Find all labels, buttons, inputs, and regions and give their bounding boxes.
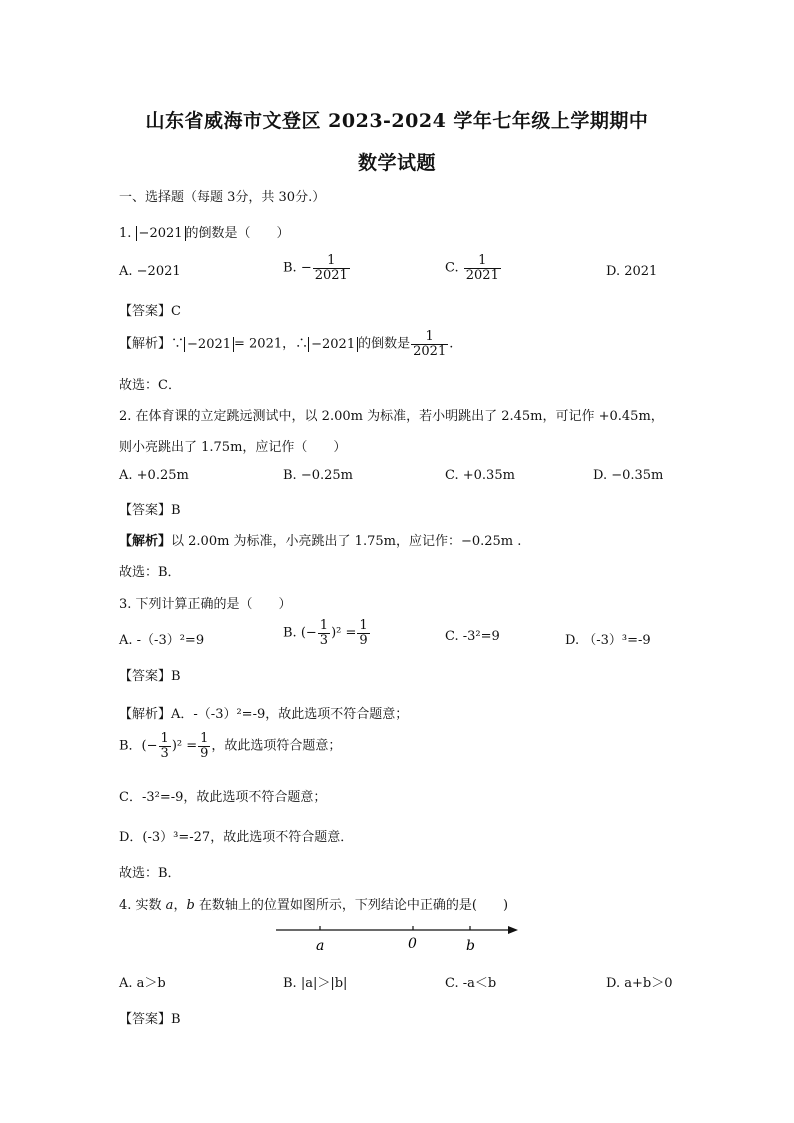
q4-stem-pre: 4. 实数: [119, 898, 166, 913]
q1-stem: [119, 222, 290, 241]
q1-option-c: [445, 254, 502, 282]
label-b: b: [466, 938, 475, 954]
label-a: a: [316, 938, 325, 954]
q3-exp-b-frac: [159, 732, 171, 760]
q1-explanation: [119, 330, 453, 358]
q1-exp-end: .: [449, 336, 454, 352]
q4-stem-sep: ，: [173, 898, 187, 913]
q2-exp-label: 【解析】: [119, 534, 172, 549]
doc-title-line2: 数学试题: [357, 152, 436, 174]
q1-option-d: D. 2021: [606, 264, 658, 279]
q1-answer: 【答案】C: [119, 304, 181, 319]
q4-answer: 【答案】B: [119, 1012, 181, 1027]
q1-option-c-num: 1: [464, 254, 501, 269]
q3-option-b-rden: 9: [359, 632, 368, 648]
q3-exp-d: D．(-3）³=-27，故此选项不符合题意．: [119, 830, 354, 845]
q1-exp-den: 2021: [413, 343, 447, 359]
q3-exp-b-label: B．(−: [119, 738, 158, 754]
q2-answer: 【答案】B: [119, 503, 181, 518]
q2-choose: 故选：B．: [119, 565, 181, 580]
q1-option-c-label: C.: [445, 260, 463, 276]
q3-option-b-rnum: 1: [359, 618, 368, 633]
q1-exp-frac: [411, 330, 448, 358]
q1-option-b-label: B. −: [283, 260, 312, 276]
q1-exp-part2: = 2021，∴: [234, 336, 309, 352]
q1-option-b-frac: [313, 254, 350, 282]
label-zero: 0: [408, 936, 417, 952]
q1-exp-num: 1: [411, 330, 448, 345]
q4-number-line: [270, 920, 530, 960]
q2-option-c: C. +0.35m: [445, 468, 515, 483]
q2-stem-line1: 2. 在体育课的立定跳远测试中，以 2.00m 为标准，若小明跳出了 2.45m，可记作 +0.45m，: [119, 409, 664, 424]
q3-option-b-label: B. (−: [283, 625, 317, 641]
q3-option-b-frac: [318, 619, 330, 647]
q3-exp-label: 【解析】: [119, 707, 172, 722]
number-line-arrow-icon: [508, 926, 518, 934]
q2-stem-line2: 则小亮跳出了 1.75m，应记作（ ）: [119, 440, 347, 455]
q4-option-d: D. a+b＞0: [606, 976, 673, 991]
q2-explanation: [119, 530, 521, 549]
q4-option-b: B. |a|＞|b|: [283, 976, 348, 991]
q1-exp-label: 【解析】: [119, 336, 172, 352]
doc-title-line1: 山东省威海市文登区 2023-2024 学年七年级上学期期中: [145, 110, 649, 132]
q3-option-b: [283, 619, 371, 647]
q3-stem: 3. 下列计算正确的是（ ）: [119, 597, 292, 612]
q3-option-b-den: 3: [319, 632, 329, 648]
q1-option-b-den: 2021: [314, 267, 348, 283]
q2-option-d: D. −0.35m: [593, 468, 664, 483]
q1-exp-part3: 的倒数是: [358, 336, 411, 352]
q3-answer: 【答案】B: [119, 669, 181, 684]
q2-exp-text: 以 2.00m 为标准，小亮跳出了 1.75m，应记作：−0.25m .: [171, 534, 522, 549]
q3-exp-b-rfrac: [198, 732, 210, 760]
q1-stem-abs: −2021: [136, 226, 186, 241]
q3-exp-c: C．-3²=-9，故此选项不符合题意；: [119, 790, 327, 805]
q1-exp-abs2: −2021: [308, 337, 358, 352]
section-heading: 一、选择题（每题 3分，共 30分.）: [119, 190, 326, 205]
q3-exp-b-rnum: 1: [200, 731, 209, 746]
q3-exp-b-rden: 9: [200, 745, 209, 761]
q3-choose: 故选：B．: [119, 866, 181, 881]
q2-option-b: B. −0.25m: [283, 468, 353, 483]
q3-exp-b: [119, 732, 341, 760]
q1-choose: 故选：C．: [119, 378, 181, 393]
q3-option-b-mid: )² =: [331, 625, 357, 641]
q3-exp-a-text: A．-（-3）²=-9，故此选项不符合题意；: [171, 707, 409, 722]
q1-exp-abs1: −2021: [184, 337, 234, 352]
q1-option-c-den: 2021: [465, 267, 499, 283]
q1-stem-prefix: 1.: [119, 226, 136, 241]
q3-option-b-rfrac: [357, 619, 369, 647]
q4-option-a: A. a＞b: [119, 976, 166, 991]
q4-var-a: a: [165, 898, 174, 913]
q1-option-a: A. −2021: [119, 264, 181, 279]
q3-option-b-num: 1: [319, 618, 329, 633]
q1-option-b: [283, 254, 351, 282]
q4-stem-post: 在数轴上的位置如图所示，下列结论中正确的是( ): [194, 898, 509, 913]
q1-exp-part1: ∵: [171, 336, 185, 352]
q3-option-d: D. （-3）³=-9: [565, 633, 651, 648]
q1-option-c-frac: [464, 254, 501, 282]
q3-exp-b-den: 3: [160, 745, 169, 761]
q3-exp-b-mid: )² =: [171, 738, 198, 754]
q1-stem-suffix: 的倒数是（ ）: [185, 226, 290, 241]
q3-exp-a: [119, 703, 408, 722]
q2-option-a: A. +0.25m: [119, 468, 189, 483]
q4-option-c: C. -a＜b: [445, 976, 497, 991]
q3-option-a: A. -（-3）²=9: [119, 633, 205, 648]
q4-var-b: b: [186, 898, 195, 913]
q4-stem: [119, 894, 508, 913]
q1-option-b-num: 1: [313, 254, 350, 269]
q3-exp-b-end: ，故此选项符合题意；: [211, 738, 342, 754]
q3-exp-b-num: 1: [160, 731, 169, 746]
q3-option-c: C. -3²=9: [445, 629, 500, 644]
